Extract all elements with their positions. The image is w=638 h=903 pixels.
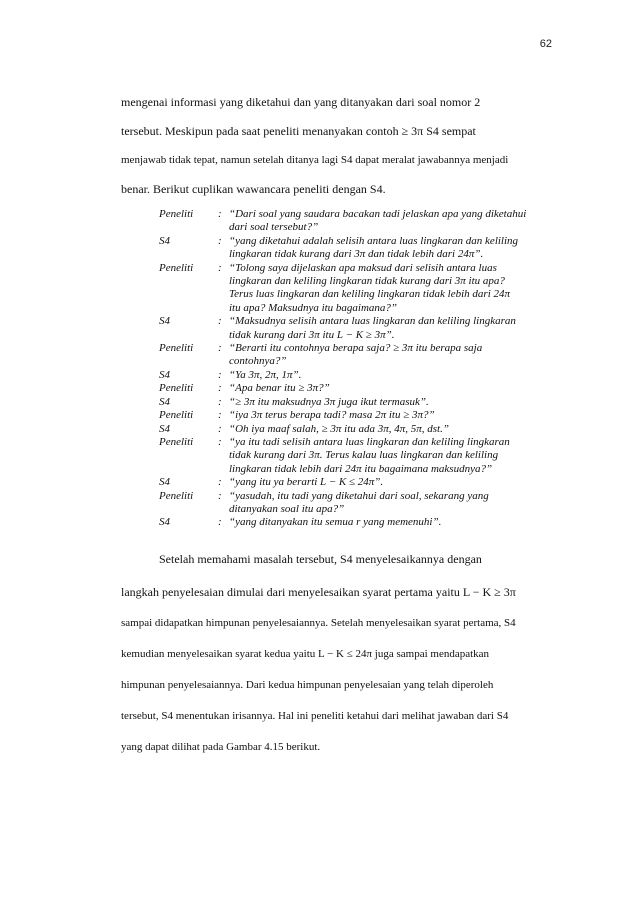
paragraph-line: sampai didapatkan himpunan penyelesaiannya. Setelah menyelesaikan syarat pertama, S4: [121, 617, 516, 629]
separator-colon: :: [218, 208, 222, 220]
transcript-row: [159, 423, 554, 436]
utterance-text: “Dari soal yang saudara bacakan tadi jelaskan apa yang diketahui dari soal tersebut?”: [229, 208, 527, 234]
separator-colon: :: [218, 368, 222, 381]
speaker-name: S4: [159, 395, 170, 408]
interview-transcript: [159, 208, 554, 530]
separator-colon: :: [218, 422, 222, 435]
transcript-row: [159, 396, 554, 409]
paragraph-line: tersebut. Meskipun pada saat peneliti menanyakan contoh ≥ 3π S4 sempat: [121, 124, 476, 138]
transcript-row: [159, 342, 554, 369]
transcript-row: [159, 516, 554, 529]
speaker-name: Peneliti: [159, 409, 194, 422]
paragraph-line: tersebut, S4 menentukan irisannya. Hal ini peneliti ketahui dari melihat jawaban dari S4: [121, 710, 509, 722]
utterance-text: “Berarti itu contohnya berapa saja? ≥ 3π itu berapa saja contohnya?”: [229, 342, 483, 368]
paragraph-line: himpunan penyelesaiannya. Dari kedua himpunan penyelesaian yang telah diperoleh: [121, 679, 494, 691]
speaker-name: Peneliti: [159, 208, 194, 220]
separator-colon: :: [218, 261, 222, 274]
separator-colon: :: [218, 435, 222, 448]
separator-colon: :: [218, 489, 222, 502]
utterance-text: “yang itu ya berarti L − K ≤ 24π”.: [229, 476, 384, 489]
transcript-row: [159, 476, 554, 489]
separator-colon: :: [218, 234, 222, 247]
transcript-row: [159, 262, 554, 316]
utterance-text: “yang ditanyakan itu semua r yang memenuhi”.: [229, 516, 442, 529]
transcript-row: [159, 436, 554, 476]
speaker-name: Peneliti: [159, 489, 194, 502]
paragraph-line: kemudian menyelesaikan syarat kedua yaitu L − K ≤ 24π juga sampai mendapatkan: [121, 648, 490, 660]
speaker-name: Peneliti: [159, 342, 194, 355]
transcript-row: [159, 409, 554, 422]
speaker-name: S4: [159, 422, 170, 435]
page-number: 62: [539, 38, 552, 50]
utterance-text: “ya itu tadi selisih antara luas lingkaran dan keliling lingkaran tidak kurang dari 3π. Terus kalau luas lingkaran dan keliling lingkaran tidak lebih dari 24π itu bagaimana maksudnya?”: [229, 435, 510, 475]
utterance-text: “Apa benar itu ≥ 3π?”: [229, 382, 330, 395]
speaker-name: Peneliti: [159, 435, 194, 448]
speaker-name: Peneliti: [159, 382, 194, 395]
utterance-text: “yang diketahui adalah selisih antara luas lingkaran dan keliling lingkaran tidak kurang dari 3π dan tidak lebih dari 24π”.: [229, 234, 519, 261]
paragraph-line: benar. Berikut cuplikan wawancara peneliti dengan S4.: [121, 182, 386, 196]
separator-colon: :: [218, 476, 222, 489]
separator-colon: :: [218, 395, 222, 408]
speaker-name: Peneliti: [159, 261, 194, 274]
utterance-text: “≥ 3π itu maksudnya 3π juga ikut termasuk”.: [229, 395, 429, 408]
transcript-row: [159, 208, 554, 235]
transcript-row: [159, 315, 554, 342]
speaker-name: S4: [159, 315, 170, 328]
separator-colon: :: [218, 382, 222, 395]
utterance-text: “Ya 3π, 2π, 1π”.: [229, 368, 302, 381]
utterance-text: “Oh iya maaf salah, ≥ 3π itu ada 3π, 4π, 5π, dst.”: [229, 422, 449, 435]
separator-colon: :: [218, 315, 222, 328]
paragraph-line: yang dapat dilihat pada Gambar 4.15 berikut.: [121, 741, 321, 753]
transcript-row: [159, 490, 554, 517]
speaker-name: S4: [159, 476, 170, 489]
utterance-text: “Tolong saya dijelaskan apa maksud dari selisih antara luas lingkaran dan keliling lingkaran tidak kurang dari 3π itu apa? Terus luas lingkaran dan keliling lingkaran tidak lebih dari 24π itu apa? Maksudnya itu bagaimana?”: [229, 261, 511, 314]
separator-colon: :: [218, 516, 222, 529]
paragraph-line: mengenai informasi yang diketahui dan yang ditanyakan dari soal nomor 2: [121, 95, 481, 109]
transcript-row: [159, 382, 554, 395]
speaker-name: S4: [159, 368, 170, 381]
speaker-name: S4: [159, 516, 170, 529]
paragraph-line: Setelah memahami masalah tersebut, S4 menyelesaikannya dengan: [159, 552, 482, 566]
utterance-text: “yasudah, itu tadi yang diketahui dari soal, sekarang yang ditanyakan soal itu apa?”: [229, 489, 489, 515]
speaker-name: S4: [159, 234, 170, 247]
transcript-row: [159, 369, 554, 382]
utterance-text: “iya 3π terus berapa tadi? masa 2π itu ≥ 3π?”: [229, 409, 435, 422]
transcript-row: [159, 235, 554, 262]
paragraph-line: menjawab tidak tepat, namun setelah ditanya lagi S4 dapat meralat jawabannya menjadi: [121, 154, 509, 166]
separator-colon: :: [218, 409, 222, 422]
paragraph-line: langkah penyelesaian dimulai dari menyelesaikan syarat pertama yaitu L − K ≥ 3π: [121, 585, 516, 599]
separator-colon: :: [218, 342, 222, 355]
utterance-text: “Maksudnya selisih antara luas lingkaran dan keliling lingkaran tidak kurang dari 3π itu L − K ≥ 3π”.: [229, 315, 516, 341]
